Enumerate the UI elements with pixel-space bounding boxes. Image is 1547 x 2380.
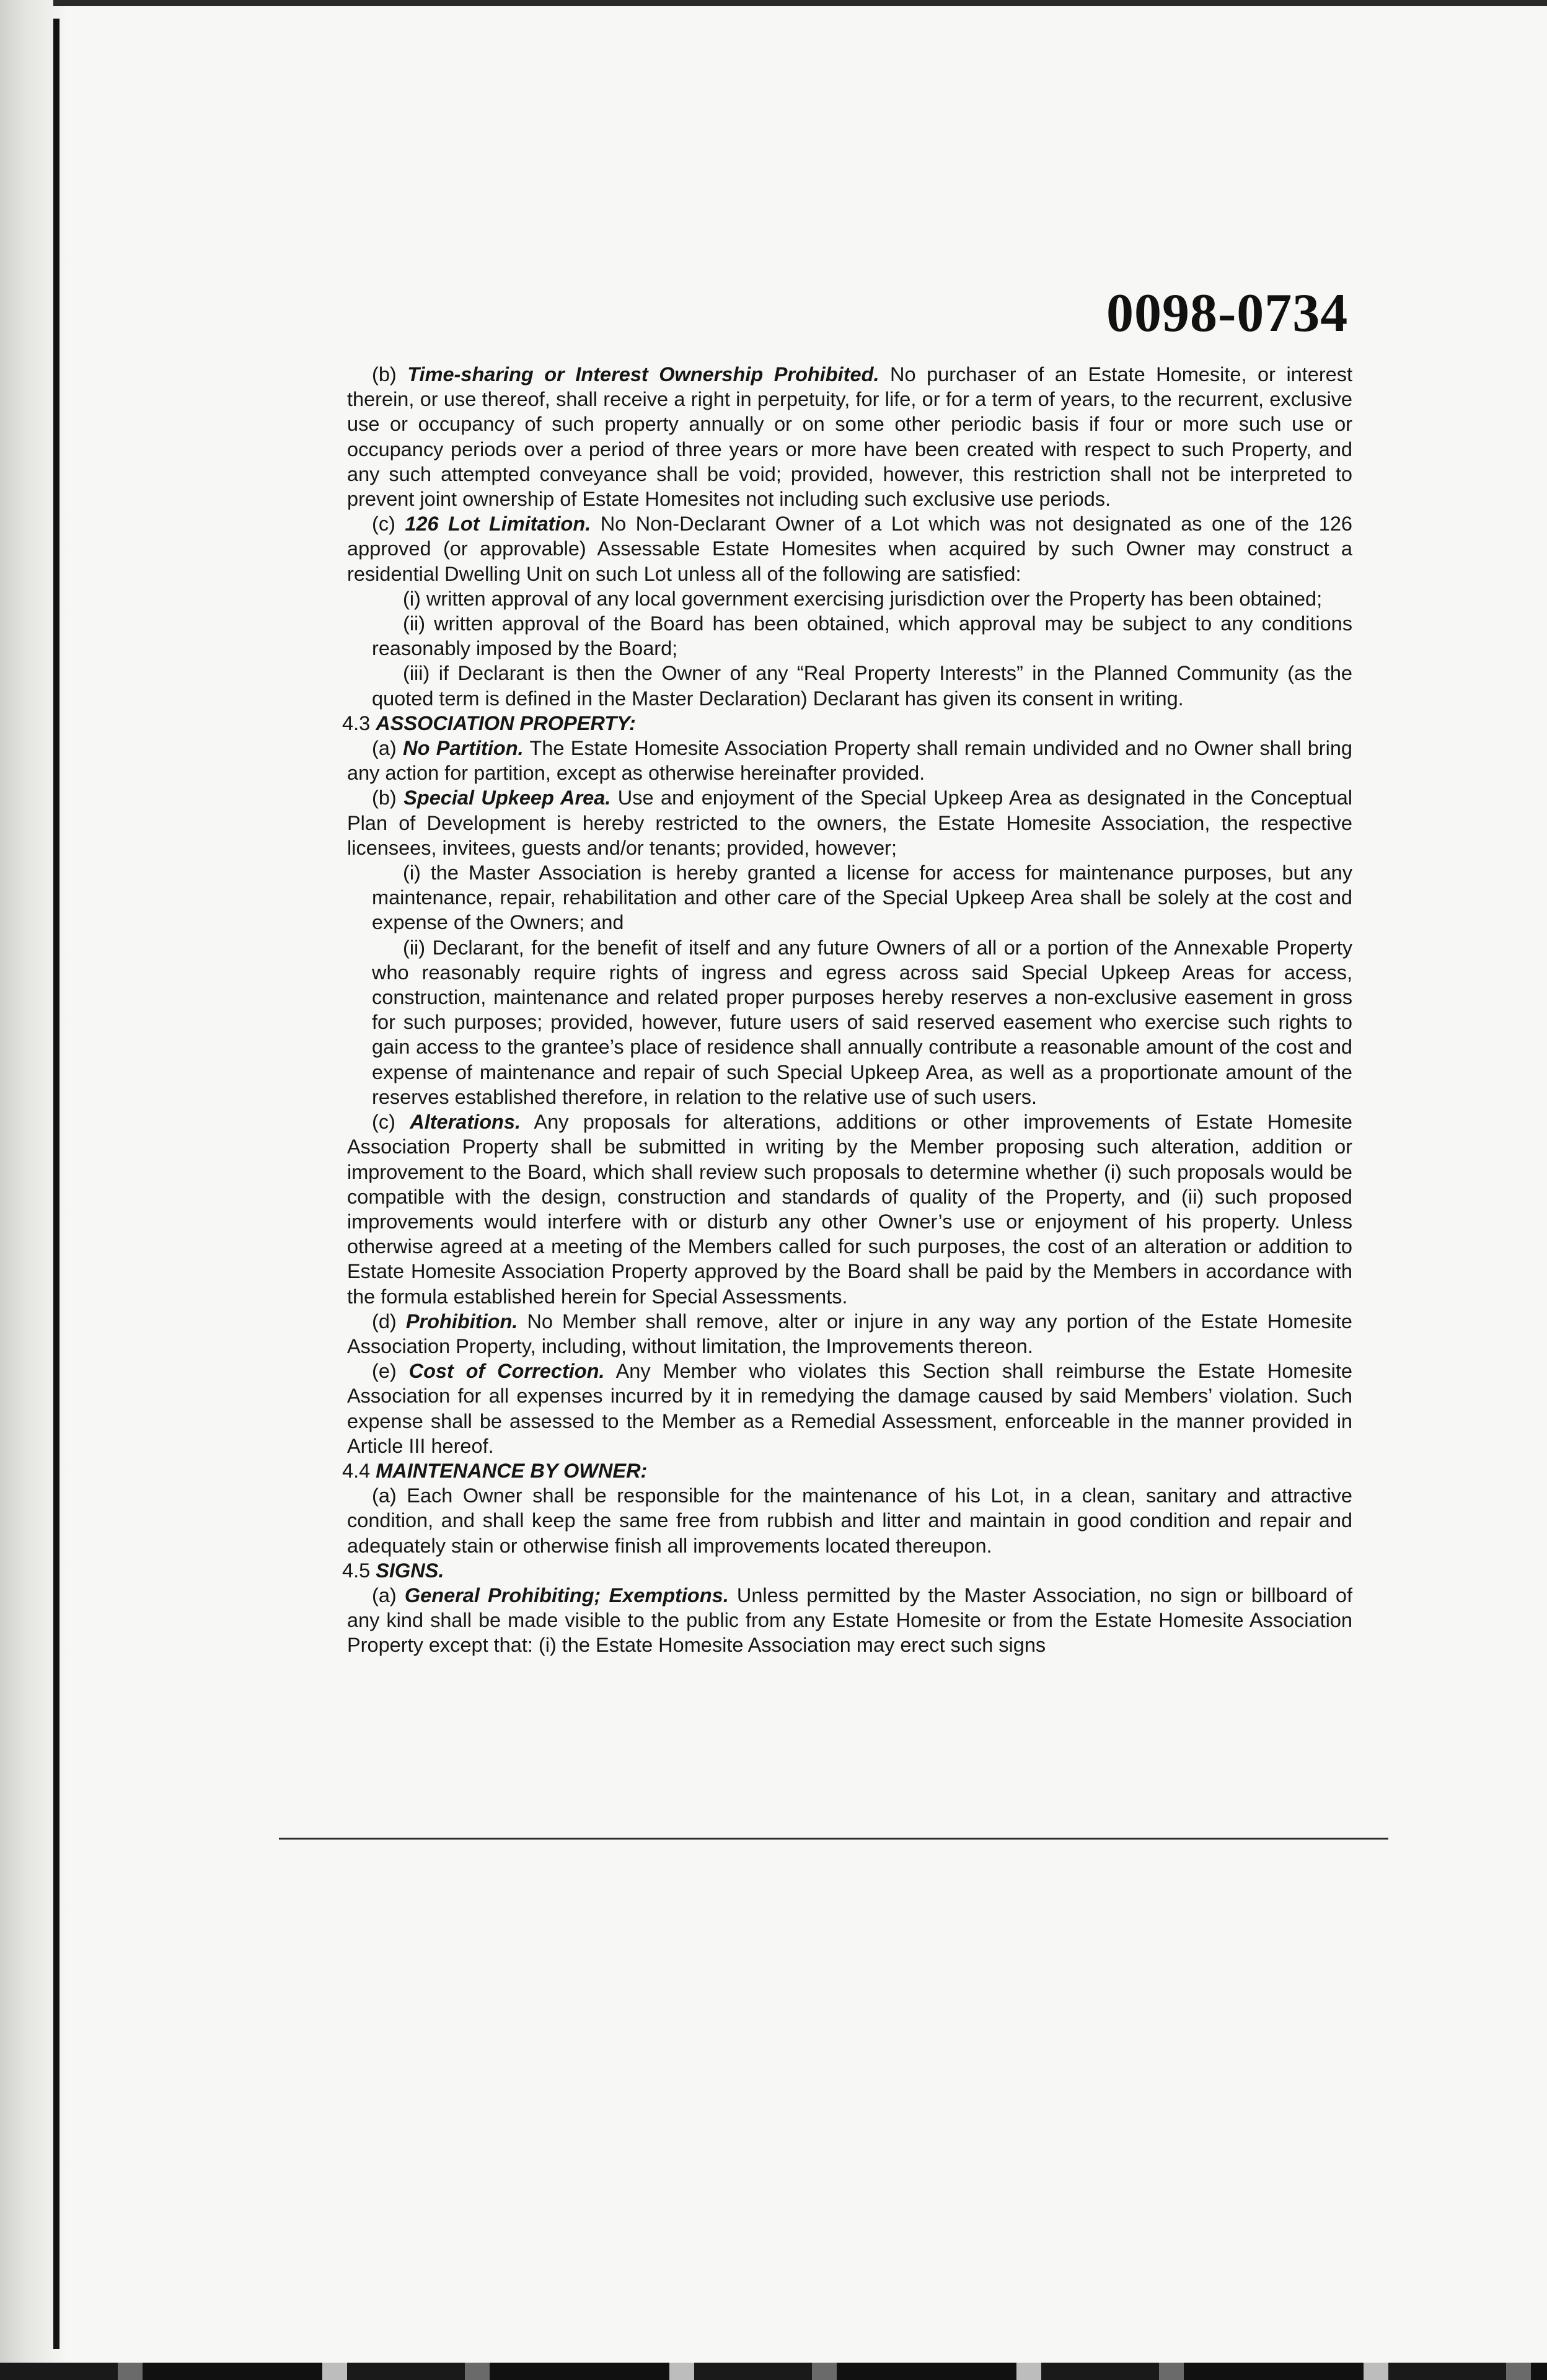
page-bottom-rule [279,1838,1388,1840]
list-item: (i) the Master Association is hereby granted a license for access for maintenance purposes, but any maintenance, repair, rehabilitation and other care of the Special Upkeep Area shall be solely at the cost and expense of the Owners; and [372,862,1352,934]
paragraph-4-2-c: (c) 126 Lot Limitation. No Non-Declarant Owner of a Lot which was not designated as one of the 126 approved (or approvable) Assessable Estate Homesites when acquired by such Owner may construct a residential Dwelling Unit on such Lot unless all of the following are satisfied: [347,513,1353,585]
scan-bottom-edge [0,2363,1547,2380]
document-number: 0098-0734 [1106,283,1349,343]
paragraph-4-3-e: (e) Cost of Correction. Any Member who violates this Section shall reimburse the Estate Homesite Association for all expenses incurred by it in remedying the damage caused by said Members’ violation. Such expense shall be assessed to the Member as a Remedial Assessment, enforceable in the manner provided in Article III hereof. [347,1360,1352,1457]
paragraph-title: 126 Lot Limitation. [405,513,591,536]
section-heading-4-3: 4.3 ASSOCIATION PROPERTY: [342,712,636,734]
paragraph-title: No Partition. [403,737,524,760]
paragraph-title: Special Upkeep Area. [403,787,611,809]
list-item: (ii) Declarant, for the benefit of itself and any future Owners of all or a portion of the Annexable Property who reasonably require rights of ingress and egress across said Special Upkeep Areas for access, construction, maintenance and related proper purposes hereby reserves a non-exclusive easement in gross for such purposes; provided, however, future users of said reserved easement who exercise such rights to gain access to the grantee’s place of residence shall annually contribute a reasonable amount of the cost and expense of maintenance and repair of such Special Upkeep Area, as well as a proportionate amount of the reserves established therefore, in relation to the relative use of such users. [372,936,1352,1108]
scan-left-rule [53,19,60,2349]
scan-top-edge [53,0,1547,6]
document-body [342,362,1353,1658]
paragraph-title: Cost of Correction. [408,1360,605,1383]
list-item: (iii) if Declarant is then the Owner of any “Real Property Interests” in the Planned Community (as the quoted term is defined in the Master Declaration) Declarant has given its consent in writing. [372,662,1352,710]
paragraph-title: Time-sharing or Interest Ownership Prohibited. [407,363,879,386]
list-item: (ii) written approval of the Board has been obtained, which approval may be subject to any conditions reasonably imposed by the Board; [372,612,1352,660]
paragraph-4-3-a: (a) No Partition. The Estate Homesite Association Property shall remain undivided and no Owner shall bring any action for partition, except as otherwise hereinafter provided. [347,737,1352,785]
section-heading-4-4: 4.4 MAINTENANCE BY OWNER: [342,1459,648,1482]
paragraph-4-3-b: (b) Special Upkeep Area. Use and enjoyment of the Special Upkeep Area as designated in the Conceptual Plan of Development is hereby restricted to the owners, the Estate Homesite Association, the respective licensees, invitees, guests and/or tenants; provided, however; [347,787,1352,859]
paragraph-4-3-d: (d) Prohibition. No Member shall remove, alter or injure in any way any portion of the Estate Homesite Association Property, including, without limitation, the Improvements thereon. [347,1310,1353,1357]
paragraph-title: Prohibition. [405,1310,518,1333]
paragraph-title: Alterations. [410,1111,521,1134]
paragraph-4-4-a: (a) Each Owner shall be responsible for the maintenance of his Lot, in a clean, sanitary and attractive condition, and shall keep the same free from rubbish and litter and maintain in good condition and repair and adequately stain or otherwise finish all improvements located thereupon. [347,1484,1352,1557]
section-heading-4-5: 4.5 SIGNS. [342,1559,444,1582]
paragraph-4-2-b: (b) Time-sharing or Interest Ownership Prohibited. No purchaser of an Estate Homesite, or interest therein, or use thereof, shall receive a right in perpetuity, for life, or for a term of years, to the recurrent, exclusive use or occupancy of such property annually or on some other periodic basis if four or more such use or occupancy periods over a period of three years or more have been created with respect to such Property, and any such attempted conveyance shall be void; provided, however, this restriction shall not be interpreted to prevent joint ownership of Estate Homesites not including such exclusive use periods. [347,363,1353,511]
paragraph-4-3-c: (c) Alterations. Any proposals for alterations, additions or other improvements of Estate Homesite Association Property shall be submitted in writing by the Member proposing such alteration, addition or improvement to the Board, which shall review such proposals to determine whether (i) such proposals would be compatible with the design, construction and standards of quality of the Property, and (ii) such proposed improvements would interfere with or disturb any other Owner’s use or enjoyment of his property. Unless otherwise agreed at a meeting of the Members called for such purposes, the cost of an alteration or addition to Estate Homesite Association Property approved by the Board shall be paid by the Members in accordance with the formula established herein for Special Assessments. [347,1111,1353,1308]
list-item: (i) written approval of any local government exercising jurisdiction over the Property has been obtained; [403,587,1323,610]
paragraph-title: General Prohibiting; Exemptions. [404,1584,729,1606]
paragraph-4-5-a: (a) General Prohibiting; Exemptions. Unless permitted by the Master Association, no sign or billboard of any kind shall be made visible to the public from any Estate Homesite or from the Estate Homesite Association Property except that: (i) the Estate Homesite Association may erect such signs [347,1584,1352,1657]
